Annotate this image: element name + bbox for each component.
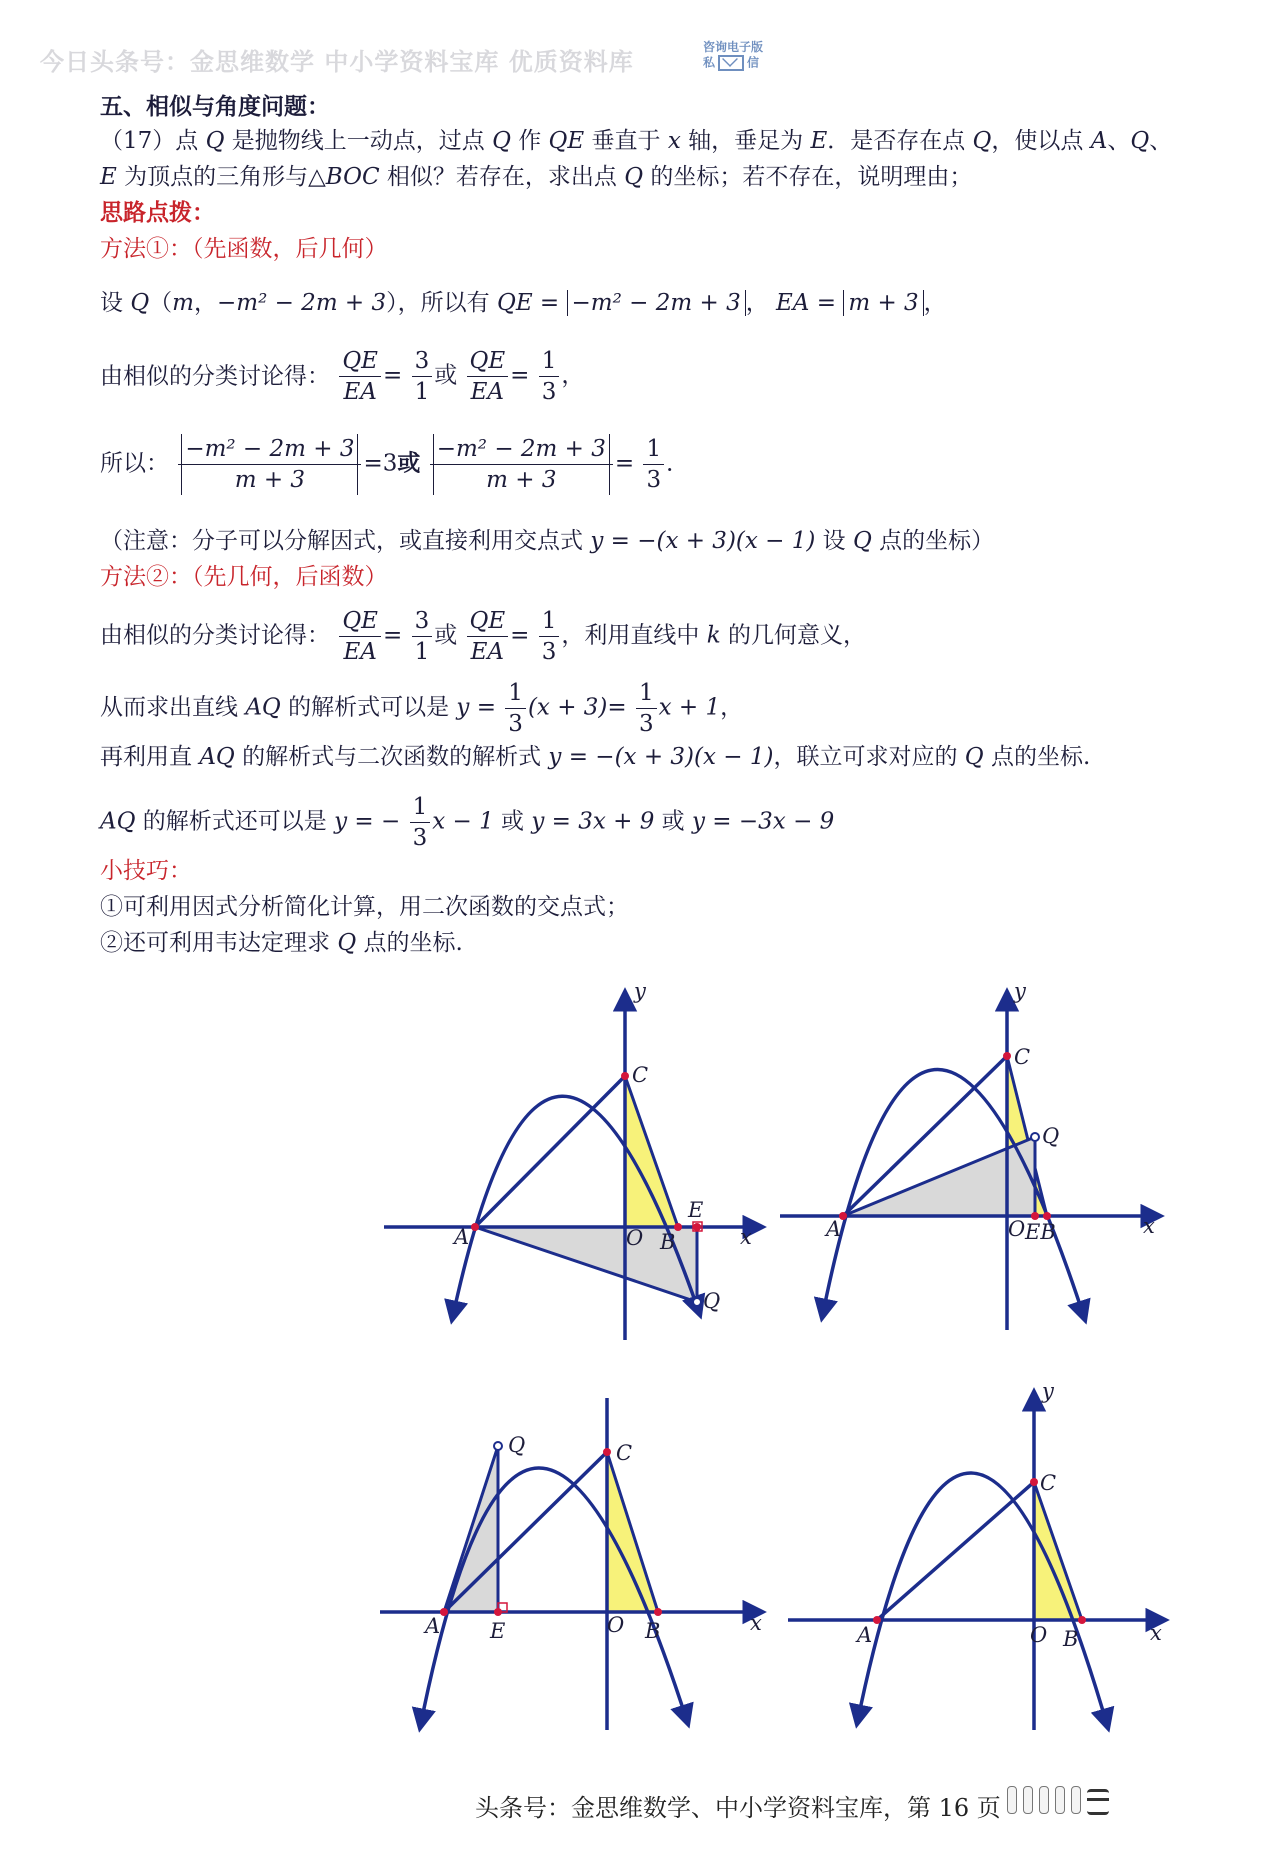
fig3-point-a <box>440 1608 448 1616</box>
method2-title: 方法②：（先几何，后函数） <box>100 564 388 590</box>
fig2-label-o: O <box>1008 1217 1026 1241</box>
fig2-label-x: x <box>1143 1214 1155 1238</box>
fig1-point-e <box>693 1223 701 1231</box>
fig3-point-c <box>603 1448 611 1456</box>
fig2-point-e <box>1031 1212 1039 1220</box>
fig1-triangle-boc <box>625 1076 678 1227</box>
viewer-toolbar[interactable] <box>1007 1786 1109 1815</box>
tip-1: ①可利用因式分析简化计算，用二次函数的交点式； <box>100 894 629 920</box>
fig1-point-a <box>471 1223 479 1231</box>
fig2-point-c <box>1003 1052 1011 1060</box>
fig3-triangle-boc <box>607 1452 658 1612</box>
method2-step2: 从而求出直线 AQ 的解析式可以是 y = $\frac{1}{3}$ (x + 3)= $\frac{1}{3}$ x + 1， <box>100 680 744 737</box>
method1-step3: 所以： $\frac{\text{−m² − 2m + 3}}{m + 3}$ =3或 $\frac{\text{−m² − 2m + 3}}{m + 3}$ = $\frac{1}{3}$ ． <box>100 436 690 493</box>
fig1-point-c <box>621 1072 629 1080</box>
fig3-label-q: Q <box>508 1433 526 1457</box>
menu-icon[interactable] <box>1087 1789 1109 1815</box>
fig1-label-o: O <box>626 1226 644 1250</box>
fig2-label-eb: EB <box>1025 1220 1056 1244</box>
fig3-label-a: A <box>425 1614 441 1638</box>
fig2-point-q <box>1031 1133 1039 1141</box>
tip-2: ②还可利用韦达定理求 Q 点的坐标. <box>100 930 463 956</box>
method1-title: 方法①：（先函数，后几何） <box>100 236 388 262</box>
toolbar-slot-5[interactable] <box>1071 1786 1081 1814</box>
figure-4 <box>788 1379 1165 1730</box>
fig4-point-b <box>1078 1616 1086 1624</box>
fig3-label-b: B <box>645 1619 661 1643</box>
header-watermark: 今日头条号：金思维数学 中小学资料宝库 优质资料库 <box>40 48 634 76</box>
fig4-triangle-boc <box>1034 1482 1082 1620</box>
method1-note: （注意：分子可以分解因式，或直接利用交点式 y = −(x + 3)(x − 1) 设 Q 点的坐标） <box>100 528 995 554</box>
tips-title: 小技巧： <box>100 858 192 884</box>
fig4-label-b: B <box>1063 1627 1079 1651</box>
fig3-label-e: E <box>490 1619 506 1643</box>
contact-right: 信 <box>747 55 760 70</box>
fig4-point-c <box>1030 1478 1038 1486</box>
problem-line-1: （17）点 Q 是抛物线上一动点，过点 Q 作 QE 垂直于 x 轴，垂足为 E．是否存在点 Q，使以点 A、Q、 <box>100 128 1173 154</box>
hint-title: 思路点拨： <box>100 199 215 226</box>
fig2-label-a: A <box>826 1217 842 1241</box>
fig4-label-x: x <box>1150 1621 1162 1645</box>
figure-3 <box>380 1398 762 1730</box>
fig1-point-q <box>693 1298 701 1306</box>
fig3-point-e <box>494 1608 502 1616</box>
contact-left: 私 <box>703 55 716 70</box>
method2-step3: 再利用直 AQ 的解析式与二次函数的解析式 y = −(x + 3)(x − 1)，联立可求对应的 Q 点的坐标. <box>100 744 1091 770</box>
fig3-label-o: O <box>607 1613 625 1637</box>
method2-step4: AQ 的解析式还可以是 y = − $\frac{1}{3}$ x − 1 或 y = 3x + 9 或 y = −3x − 9 <box>100 794 835 851</box>
fig1-label-x: x <box>740 1225 752 1249</box>
figure-1 <box>384 979 762 1340</box>
fig2-label-y: y <box>1014 979 1026 1003</box>
fig3-point-b <box>654 1608 662 1616</box>
figure-2 <box>780 979 1160 1330</box>
method1-step1: 设 Q（m，−m² − 2m + 3），所以有 QE = −m² − 2m + 3 ， EA = m + 3 ， <box>100 290 947 316</box>
fig4-label-a: A <box>857 1623 873 1647</box>
contact-title: 咨询电子版 <box>703 40 764 54</box>
toolbar-slot-4[interactable] <box>1055 1786 1065 1814</box>
page-footer: 头条号：金思维数学、中小学资料宝库，第 16 页 <box>475 1794 1001 1822</box>
problem-line-2: E 为顶点的三角形与△BOC 相似？若存在，求出点 Q 的坐标；若不存在，说明理由； <box>100 164 973 190</box>
section-title: 五、相似与角度问题： <box>100 93 330 120</box>
fig3-point-q <box>494 1442 502 1450</box>
fig3-label-c: C <box>616 1441 633 1465</box>
fig2-label-c: C <box>1014 1045 1031 1069</box>
fig1-label-y: y <box>634 979 646 1003</box>
fig4-label-y: y <box>1042 1379 1054 1403</box>
fig3-label-x: x <box>750 1611 762 1635</box>
fig2-label-q: Q <box>1042 1124 1060 1148</box>
method2-step1: 由相似的分类讨论得： $\frac{QE}{EA}$ = $\frac{3}{1}$ 或 $\frac{QE}{EA}$ = $\frac{1}{3}$ ，利用直线中 k 的几何意义， <box>100 608 866 665</box>
fig1-label-a: A <box>454 1225 470 1249</box>
fig4-label-o: O <box>1030 1623 1048 1647</box>
method1-step2: 由相似的分类讨论得： $\frac{QE}{EA}$ = $\frac{3}{1}$ 或 $\frac{QE}{EA}$ = $\frac{1}{3}$ ， <box>100 348 585 405</box>
toolbar-slot-2[interactable] <box>1023 1786 1033 1814</box>
fig1-label-b: B <box>660 1230 676 1254</box>
fig4-point-a <box>873 1616 881 1624</box>
fig4-line-ac <box>877 1482 1034 1620</box>
fig1-label-c: C <box>632 1063 649 1087</box>
toolbar-slot-3[interactable] <box>1039 1786 1049 1814</box>
fig1-label-e: E <box>688 1198 704 1222</box>
fig1-label-q: Q <box>703 1289 721 1313</box>
fig4-label-c: C <box>1040 1471 1057 1495</box>
fig2-point-b <box>1043 1212 1051 1220</box>
toolbar-slot-1[interactable] <box>1007 1786 1017 1814</box>
